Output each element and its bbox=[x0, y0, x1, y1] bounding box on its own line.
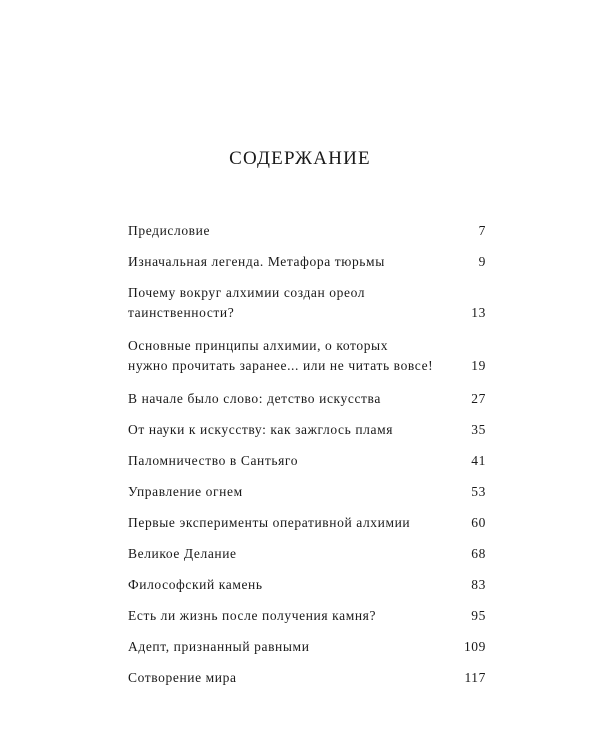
toc-entry bbox=[128, 668, 486, 688]
toc-entry-line: В начале было слово: детство искусства bbox=[128, 391, 381, 406]
toc-entry-page: 109 bbox=[463, 639, 486, 654]
toc-entry bbox=[128, 389, 486, 409]
toc-entry-title bbox=[128, 544, 446, 564]
toc-entry-page: 9 bbox=[478, 254, 486, 269]
toc-entry-line: нужно прочитать заранее... или не читать вовсе! bbox=[128, 358, 434, 373]
toc-list bbox=[128, 221, 486, 699]
toc-entry-title bbox=[128, 389, 446, 409]
toc-entry-title bbox=[128, 420, 446, 440]
toc-entry-line: Первые эксперименты оперативной алхимии bbox=[128, 515, 411, 530]
toc-entry-line: Адепт, признанный равными bbox=[128, 639, 310, 654]
toc-entry bbox=[128, 451, 486, 471]
toc-entry-page: 53 bbox=[471, 484, 486, 499]
toc-entry-line: Изначальная легенда. Метафора тюрьмы bbox=[128, 254, 385, 269]
toc-entry-page: 68 bbox=[471, 546, 486, 561]
toc-entry-page: 27 bbox=[471, 391, 486, 406]
toc-entry-line: таинственности? bbox=[128, 305, 235, 320]
toc-entry-title bbox=[128, 221, 446, 241]
toc-entry-line: Предисловие bbox=[128, 223, 211, 238]
toc-entry-line: Почему вокруг алхимии создан ореол bbox=[128, 285, 366, 300]
toc-title: СОДЕРЖАНИЕ bbox=[229, 148, 371, 169]
toc-entry bbox=[128, 544, 486, 564]
toc-entry bbox=[128, 606, 486, 626]
toc-entry bbox=[128, 637, 486, 657]
toc-entry bbox=[128, 513, 486, 533]
toc-entry-line: Великое Делание bbox=[128, 546, 237, 561]
toc-entry-title bbox=[128, 482, 446, 502]
toc-entry-line: Есть ли жизнь после получения камня? bbox=[128, 608, 377, 623]
toc-entry bbox=[128, 283, 486, 323]
toc-entry-title bbox=[128, 606, 446, 626]
toc-entry-line: Философский камень bbox=[128, 577, 263, 592]
toc-entry-title bbox=[128, 575, 446, 595]
toc-entry bbox=[128, 482, 486, 502]
toc-entry-page: 83 bbox=[471, 577, 486, 592]
toc-entry-line: Паломничество в Сантьяго bbox=[128, 453, 299, 468]
toc-entry-page: 95 bbox=[471, 608, 486, 623]
toc-entry-title bbox=[128, 252, 446, 272]
toc-entry-page: 41 bbox=[471, 453, 486, 468]
toc-entry-page: 35 bbox=[471, 422, 486, 437]
toc-entry-line: Сотворение мира bbox=[128, 670, 237, 685]
toc-entry bbox=[128, 336, 486, 376]
toc-entry bbox=[128, 575, 486, 595]
toc-entry-page: 19 bbox=[471, 358, 486, 373]
toc-entry bbox=[128, 221, 486, 241]
toc-entry-page: 13 bbox=[471, 305, 486, 320]
toc-entry bbox=[128, 252, 486, 272]
toc-entry-line: От науки к искусству: как зажглось пламя bbox=[128, 422, 394, 437]
toc-entry-page: 117 bbox=[464, 670, 486, 685]
toc-entry-page: 60 bbox=[471, 515, 486, 530]
toc-entry-title bbox=[128, 451, 446, 471]
toc-entry-title bbox=[128, 336, 446, 376]
toc-entry-title bbox=[128, 283, 446, 323]
toc-entry-title bbox=[128, 637, 446, 657]
toc-entry-line: Управление огнем bbox=[128, 484, 243, 499]
toc-entry-title bbox=[128, 668, 446, 688]
toc-entry-title bbox=[128, 513, 446, 533]
toc-entry-page: 7 bbox=[478, 223, 486, 238]
toc-entry bbox=[128, 420, 486, 440]
toc-entry-line: Основные принципы алхимии, о которых bbox=[128, 338, 389, 353]
